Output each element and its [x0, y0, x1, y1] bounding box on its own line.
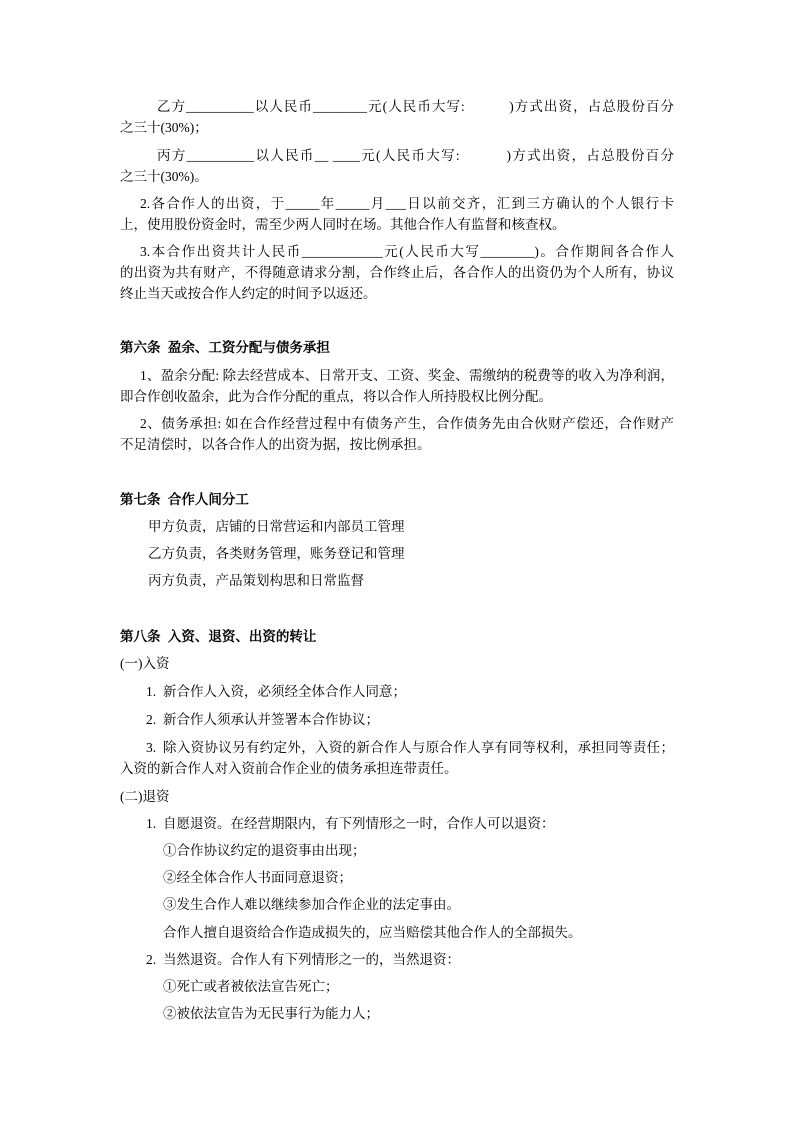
clause-3-line-2: 的出资为共有财产，不得随意请求分割，合作终止后，各合作人的出资仍为个人所有，协议	[120, 265, 674, 280]
clause-3-line-3: 终止当天或按合作人约定的时间予以返还。	[120, 286, 377, 301]
clause-2-line-1: 2.各合作人的出资，于_____年_____月___日以前交齐，汇到三方确认的个人银行卡	[140, 196, 674, 211]
automatic-withdrawal-case-2: ②被依法宣告为无民事行为能力人；	[163, 1006, 379, 1021]
voluntary-withdrawal-case-2: ②经全体合作人书面同意退资；	[163, 870, 352, 885]
automatic-withdrawal-number: 2.	[146, 952, 157, 967]
withdrawal-title: (二)退资	[120, 789, 170, 804]
clause-3-line-1: 3.本合作出资共计人民币____________元(人民币大写________)。合作期间各合作人	[140, 244, 674, 259]
capital-in-item-3-text: 除入资协议另有约定外，入资的新合作人与原合作人享有同等权利，承担同等责任；	[163, 740, 674, 755]
party-a-duty: 甲方负责，店铺的日常营运和内部员工管理	[148, 519, 405, 534]
party-c-contribution-line-1: 丙方__________以人民币__ ____元(人民币大写: )方式出资，占总股份百分	[157, 148, 674, 163]
voluntary-withdrawal-note: 合作人擅自退资给合作造成损失的，应当赔偿其他合作人的全部损失。	[163, 925, 582, 940]
debt-bearing-line-2: 不足清偿时，以各合作人的出资为据，按比例承担。	[120, 437, 431, 452]
capital-in-item-3-number: 3.	[146, 740, 157, 755]
article-7-heading: 第七条 合作人间分工	[120, 492, 249, 507]
party-b-contribution-line-1: 乙方__________以人民币________元(人民币大写: )方式出资，占总股份百分	[157, 99, 674, 114]
party-c-duty: 丙方负责，产品策划构思和日常监督	[148, 573, 364, 588]
debt-bearing-line-1: 2、债务承担: 如在合作经营过程中有债务产生，合作债务先由合伙财产偿还，合作财产	[140, 416, 674, 431]
capital-in-item-1-text: 新合作人入资，必须经全体合作人同意；	[163, 684, 406, 699]
voluntary-withdrawal-case-3: ③发生合作人难以继续参加合作企业的法定事由。	[163, 897, 460, 912]
voluntary-withdrawal-number: 1.	[146, 816, 157, 831]
clause-2-line-2: 上，使用股份资金时，需至少两人同时在场。其他合作人有监督和核查权。	[120, 217, 566, 232]
voluntary-withdrawal-text: 自愿退资。在经营期限内，有下列情形之一时，合作人可以退资：	[163, 816, 555, 831]
profit-distribution-line-2: 即合作创收盈余，此为合作分配的重点，将以合作人所持股权比例分配。	[120, 389, 552, 404]
capital-in-item-1-number: 1.	[146, 684, 157, 699]
voluntary-withdrawal-case-1: ①合作协议约定的退资事由出现；	[163, 843, 366, 858]
capital-in-item-2-text: 新合作人须承认并签署本合作协议；	[163, 712, 379, 727]
capital-in-title: (一)入资	[120, 656, 170, 671]
article-8-heading: 第八条 入资、退资、出资的转让	[120, 629, 317, 644]
capital-in-item-2-number: 2.	[146, 712, 157, 727]
automatic-withdrawal-case-1: ①死亡或者被依法宣告死亡；	[163, 979, 339, 994]
automatic-withdrawal-text: 当然退资。合作人有下列情形之一的，当然退资：	[163, 952, 460, 967]
party-b-duty: 乙方负责，各类财务管理，账务登记和管理	[148, 546, 405, 561]
profit-distribution-line-1: 1、盈余分配: 除去经营成本、日常开支、工资、奖金、需缴纳的税费等的收入为净利润，	[140, 368, 674, 383]
article-6-heading: 第六条 盈余、工资分配与债务承担	[120, 340, 330, 355]
party-b-contribution-line-2: 之三十(30%)；	[120, 120, 208, 135]
capital-in-item-3-continuation: 入资的新合作人对入资前合作企业的债务承担连带责任。	[120, 761, 458, 776]
party-c-contribution-line-2: 之三十(30%)。	[120, 169, 208, 184]
